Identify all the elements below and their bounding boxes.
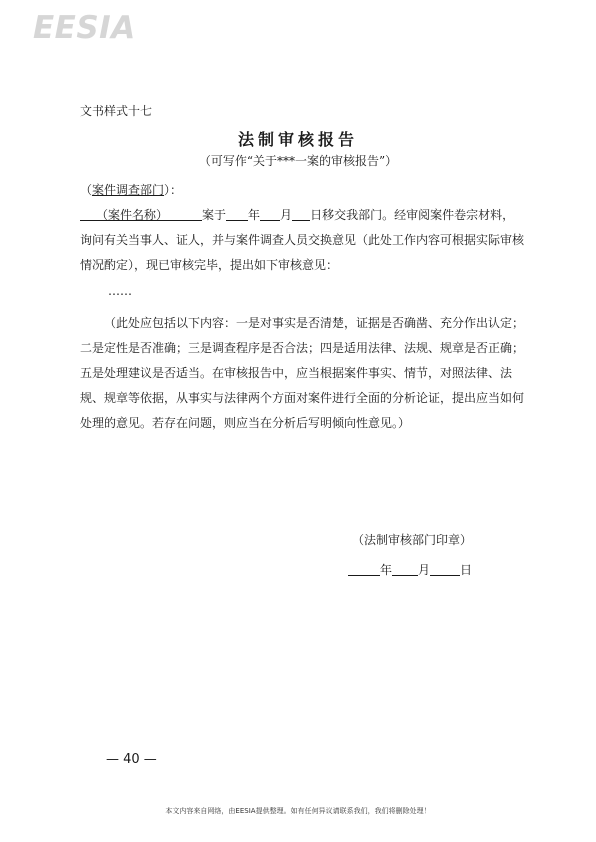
page-number: — 40 —: [106, 752, 157, 767]
signature-date-line: [348, 561, 472, 578]
case-name-blank-right: [168, 208, 202, 221]
sign-year: 年: [380, 563, 393, 577]
footer-disclaimer: 本文内容来自网络，由EESIA提供整理。如有任何异议请联系我们，我们将删除处理！: [165, 807, 431, 815]
month-blank: [260, 208, 280, 221]
page-title: 法制审核报告: [237, 130, 358, 149]
page-subtitle: （可写作“关于***一案的审核报告”）: [198, 154, 398, 168]
intro-paragraph: [80, 203, 526, 278]
addressee-line: [80, 181, 182, 198]
case-name-blank-left: [80, 208, 96, 221]
eesia-watermark-logo: EESIA: [33, 10, 136, 46]
intro-month: 月: [280, 208, 293, 222]
sign-day: 日: [460, 563, 473, 577]
day-blank: [292, 208, 310, 221]
case-name-placeholder: （案件名称）: [96, 208, 169, 222]
ellipsis-placeholder: ……: [108, 284, 132, 298]
intro-text-2: 日移交我部门。经审阅案件卷宗材料，询问有关当事人、证人，并与案件调查人员交换意见（此处工作内容可根据实际审核情况酌定），现已审核完毕，提出如下审核意见：: [80, 208, 525, 272]
dept-open-paren: （: [80, 183, 93, 197]
sign-day-blank: [430, 563, 460, 576]
intro-text-1: 案于: [202, 208, 227, 222]
sign-year-blank: [348, 563, 380, 576]
sign-month: 月: [418, 563, 431, 577]
dept-close: ）：: [164, 183, 183, 197]
year-blank: [226, 208, 248, 221]
dept-label: 案件调查部门: [92, 183, 165, 197]
content-instructions-paragraph: （此处应包括以下内容：一是对事实是否清楚，证据是否确凿、充分作出认定；二是定性是否准确；三是调查程序是否合法；四是适用法律、法规、规章是否正确；五是处理建议是否适当。在审核报告中，应当根据案件事实、情节，对照法律、法规、规章等依据，从事实与法律两个方面对案件进行全面的分析论证，提出应当如何处理的意见。若存在问题，则应当在分析后写明倾向性意见。）: [80, 316, 525, 430]
seal-line: （法制审核部门印章）: [352, 533, 473, 547]
document-style-label: 文书样式十七: [80, 104, 153, 118]
sign-month-blank: [392, 563, 418, 576]
intro-year: 年: [248, 208, 261, 222]
